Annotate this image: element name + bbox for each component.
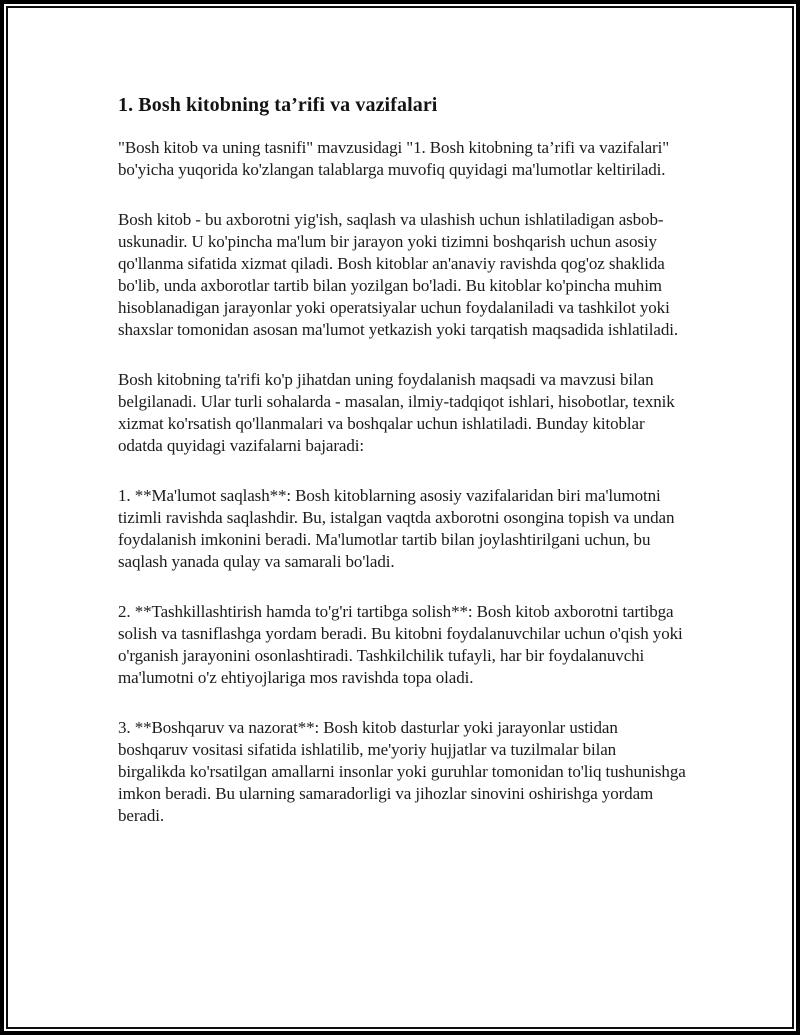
paragraph-task-1-malumot-saqlash: 1. **Ma'lumot saqlash**: Bosh kitoblarning asosiy vazifalaridan biri ma'lumotni tizimli ravishda saqlashdir. Bu, istalgan vaqtda axborotni osongina topish va undan foydalanish imkonini beradi. Ma'lumotlar tartib bilan joylashtirilgani uchun, bu saqlash yanada qulay va samarali bo'ladi. [118, 486, 675, 571]
page-inner-frame [6, 6, 794, 1029]
paragraph-purpose: Bosh kitobning ta'rifi ko'p jihatdan uning foydalanish maqsadi va mavzusi bilan belgilanadi. Ular turli sohalarda - masalan, ilmiy-tadqiqot ishlari, hisobotlar, texnik xizmat ko'rsatish qo'llanmalari va boshqalar uchun ishlatiladi. Bunday kitoblar odatda quyidagi vazifalarni bajaradi: [118, 370, 675, 455]
paragraph-task-3-boshqaruv-nazorat: 3. **Boshqaruv va nazorat**: Bosh kitob dasturlar yoki jarayonlar ustidan boshqaruv vositasi sifatida ishlatilib, me'yoriy hujjatlar va tuzilmalar bilan birgalikda ko'rsatilgan amallarni insonlar yoki guruhlar tomonidan to'liq tushunishga imkon beradi. Bu ularning samaradorligi va jihozlar sinovini oshirishga yordam beradi. [118, 718, 686, 825]
document-body [8, 8, 696, 827]
paragraph-task-2-tashkillashtirish: 2. **Tashkillashtirish hamda to'g'ri tartibga solish**: Bosh kitob axborotni tartibga solish va tasniflashga yordam beradi. Bu kitobni foydalanuvchilar uchun o'qish yoki o'rganish jarayonini osonlashtiradi. Tashkilchilik tufayli, har bir foydalanuvchi ma'lumotni o'z ehtiyojlariga mos ravishda topa oladi. [118, 602, 683, 687]
paragraph-intro: "Bosh kitob va uning tasnifi" mavzusidagi "1. Bosh kitobning ta’rifi va vazifalari" bo'yicha yuqorida ko'zlangan talablarga muvofiq quyidagi ma'lumotlar keltiriladi. [118, 138, 670, 179]
document-title: 1. Bosh kitobning ta’rifi va vazifalari [118, 94, 438, 116]
paragraph-definition: Bosh kitob - bu axborotni yig'ish, saqlash va ulashish uchun ishlatiladigan asbob-uskunadir. U ko'pincha ma'lum bir jarayon yoki tizimni boshqarish uchun asosiy qo'llanma sifatida xizmat qiladi. Bosh kitoblar an'anaviy ravishda qog'oz shaklida bo'lib, unda axborotlar tartib bilan yozilgan bo'ladi. Bu kitoblar ko'pincha muhim hisoblanadigan jarayonlar yoki operatsiyalar uchun foydalaniladi va tashkilot yoki shaxslar tomonidan asosan ma'lumot yetkazish yoki tarqatish maqsadida ishlatiladi. [118, 210, 678, 339]
